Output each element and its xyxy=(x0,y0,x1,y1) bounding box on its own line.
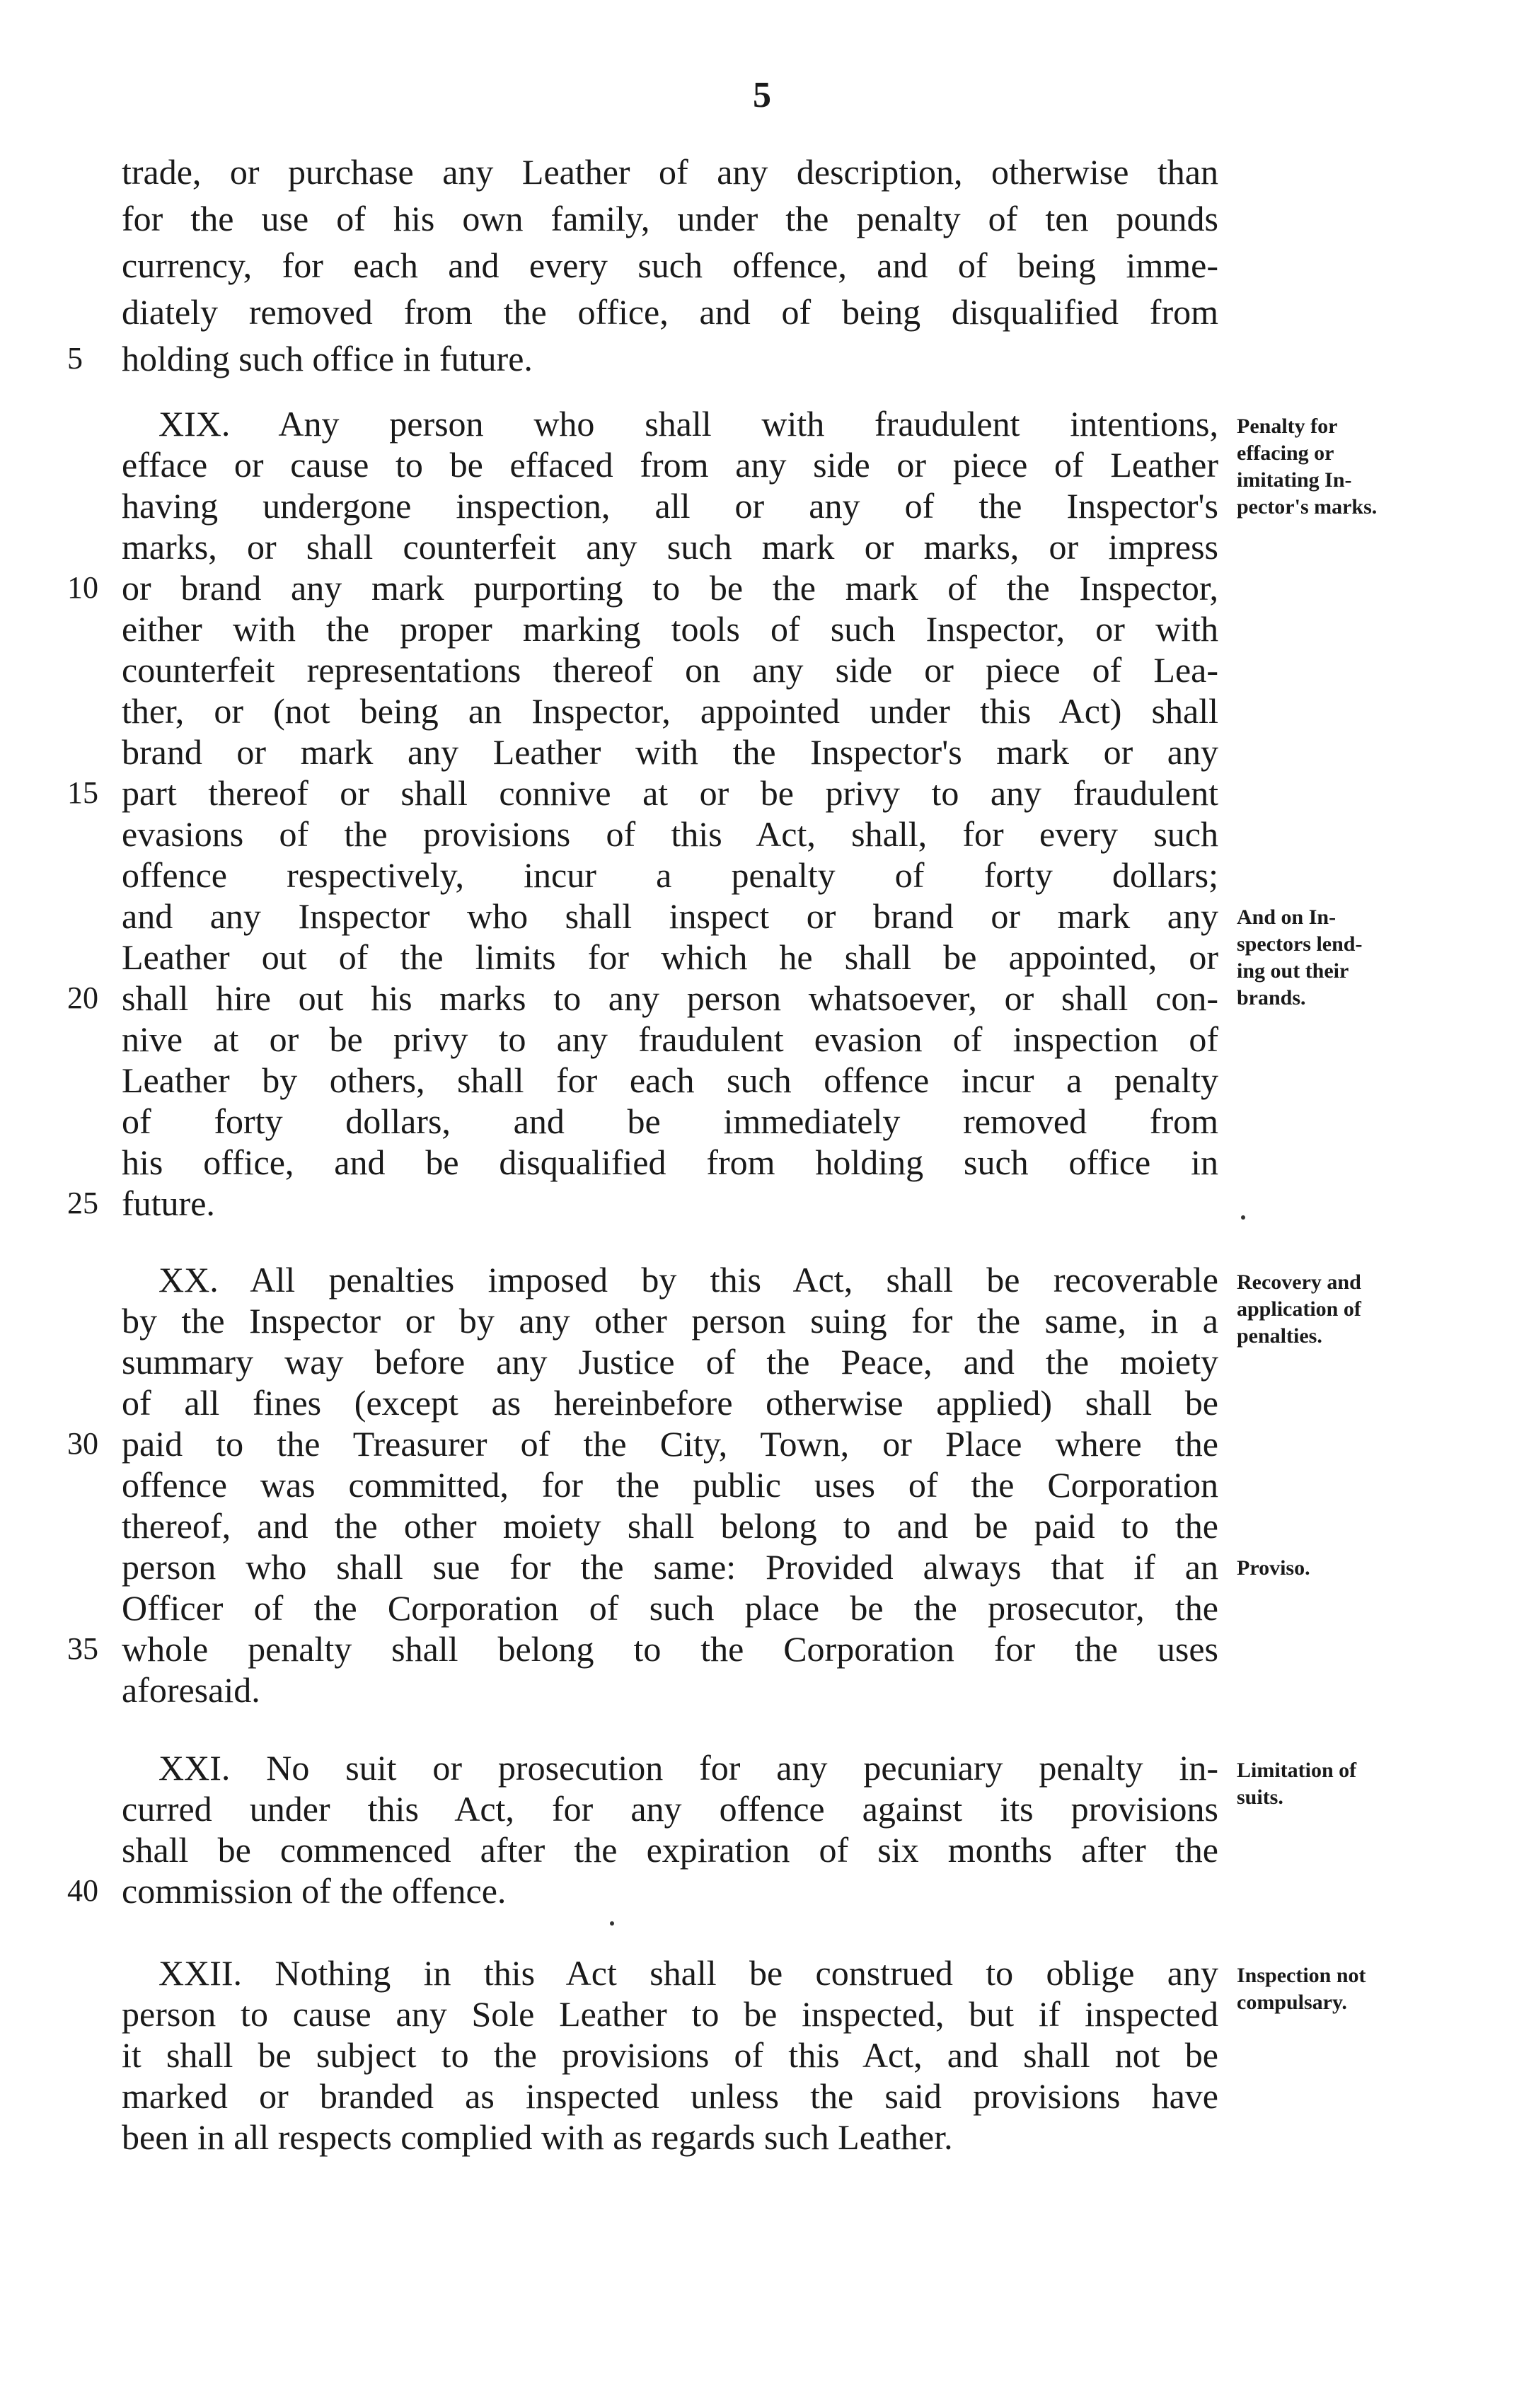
text-line: and any Inspector who shall inspect or brand or mark any xyxy=(122,896,1218,936)
text-line: of all fines (except as hereinbefore otherwise applied) shall be xyxy=(122,1383,1218,1423)
text-line: shall be commenced after the expiration of six months after the xyxy=(122,1830,1218,1870)
text-line: aforesaid. xyxy=(122,1670,260,1710)
text-line: diately removed from the office, and of being disqualified from xyxy=(122,292,1218,332)
text-line: offence was committed, for the public uses of the Corporation xyxy=(122,1465,1218,1505)
text-line: by the Inspector or by any other person suing for the same, in a xyxy=(122,1301,1218,1341)
line-number: 30 xyxy=(67,1426,98,1461)
text-line: whole penalty shall belong to the Corporation for the uses xyxy=(122,1629,1218,1669)
text-line: currency, for each and every such offence, and of being imme- xyxy=(122,245,1218,285)
text-line: Officer of the Corporation of such place be the prosecutor, the xyxy=(122,1588,1218,1628)
text-line: future. xyxy=(122,1183,215,1223)
text-line: efface or cause to be effaced from any side or piece of Leather xyxy=(122,445,1218,485)
text-line: Leather out of the limits for which he shall be appointed, or xyxy=(122,937,1218,977)
text-line: XXI. No suit or prosecution for any pecuniary penalty in- xyxy=(158,1748,1218,1788)
text-line: counterfeit representations thereof on any side or piece of Lea- xyxy=(122,650,1218,690)
side-note: Limitation of suits. xyxy=(1237,1759,1357,1809)
text-line: commission of the offence. xyxy=(122,1871,507,1911)
text-line: his office, and be disqualified from holding such office in xyxy=(122,1142,1218,1182)
text-line: evasions of the provisions of this Act, shall, for every such xyxy=(122,814,1218,854)
line-number: 15 xyxy=(67,775,98,810)
side-note: Proviso. xyxy=(1237,1556,1310,1580)
text-line: brand or mark any Leather with the Inspector's mark or any xyxy=(122,732,1218,772)
text-line: ther, or (not being an Inspector, appointed under this Act) shall xyxy=(122,691,1218,731)
text-line: XXII. Nothing in this Act shall be construed to oblige any xyxy=(158,1953,1218,1993)
text-line: XX. All penalties imposed by this Act, shall be recoverable xyxy=(158,1260,1218,1299)
text-line: summary way before any Justice of the Peace, and the moiety xyxy=(122,1342,1218,1382)
text-line: Leather by others, shall for each such offence incur a penalty xyxy=(122,1060,1218,1100)
stray-mark xyxy=(610,1921,614,1926)
text-line: person who shall sue for the same: Provided always that if an xyxy=(122,1547,1218,1587)
text-line: offence respectively, incur a penalty of forty dollars; xyxy=(122,855,1218,895)
line-number: 25 xyxy=(67,1186,98,1220)
text-line: nive at or be privy to any fraudulent evasion of inspection of xyxy=(122,1019,1218,1059)
text-line: XIX. Any person who shall with fraudulent intentions, xyxy=(158,404,1218,444)
text-line: been in all respects complied with as regards such Leather. xyxy=(122,2117,953,2157)
side-note: And on In- spectors lend- ing out their brands. xyxy=(1237,905,1363,1009)
text-line: thereof, and the other moiety shall belong to and be paid to the xyxy=(122,1506,1218,1546)
text-line: of forty dollars, and be immediately removed from xyxy=(122,1101,1218,1141)
text-line: having undergone inspection, all or any of the Inspector's xyxy=(122,486,1218,526)
text-line: trade, or purchase any Leather of any description, otherwise than xyxy=(122,152,1218,192)
side-note: Inspection not compulsary. xyxy=(1237,1964,1366,2014)
text-line: or brand any mark purporting to be the mark of the Inspector, xyxy=(122,568,1218,608)
line-number: 40 xyxy=(67,1873,98,1908)
text-line: shall hire out his marks to any person whatsoever, or shall con- xyxy=(122,978,1218,1018)
page-number: 5 xyxy=(753,75,771,115)
text-line: it shall be subject to the provisions of this Act, and shall not be xyxy=(122,2035,1218,2075)
text-line: either with the proper marking tools of such Inspector, or with xyxy=(122,609,1218,649)
text-line: for the use of his own family, under the penalty of ten pounds xyxy=(122,199,1218,238)
text-line: person to cause any Sole Leather to be inspected, but if inspected xyxy=(122,1994,1218,2034)
text-line: curred under this Act, for any offence against its provisions xyxy=(122,1789,1218,1829)
text-line: part thereof or shall connive at or be privy to any fraudulent xyxy=(122,773,1218,813)
text-line: marked or branded as inspected unless the said provisions have xyxy=(122,2076,1218,2116)
line-number: 5 xyxy=(67,341,83,376)
stray-mark xyxy=(1241,1215,1245,1220)
line-number: 10 xyxy=(67,570,98,605)
text-line: marks, or shall counterfeit any such mark or marks, or impress xyxy=(122,527,1218,567)
line-number: 20 xyxy=(67,980,98,1015)
side-note: Recovery and application of penalties. xyxy=(1237,1270,1361,1348)
line-number: 35 xyxy=(67,1631,98,1666)
text-line: paid to the Treasurer of the City, Town, or Place where the xyxy=(122,1424,1218,1464)
text-line: holding such office in future. xyxy=(122,339,533,378)
side-note: Penalty for effacing or imitating In- pector's marks. xyxy=(1237,415,1378,519)
